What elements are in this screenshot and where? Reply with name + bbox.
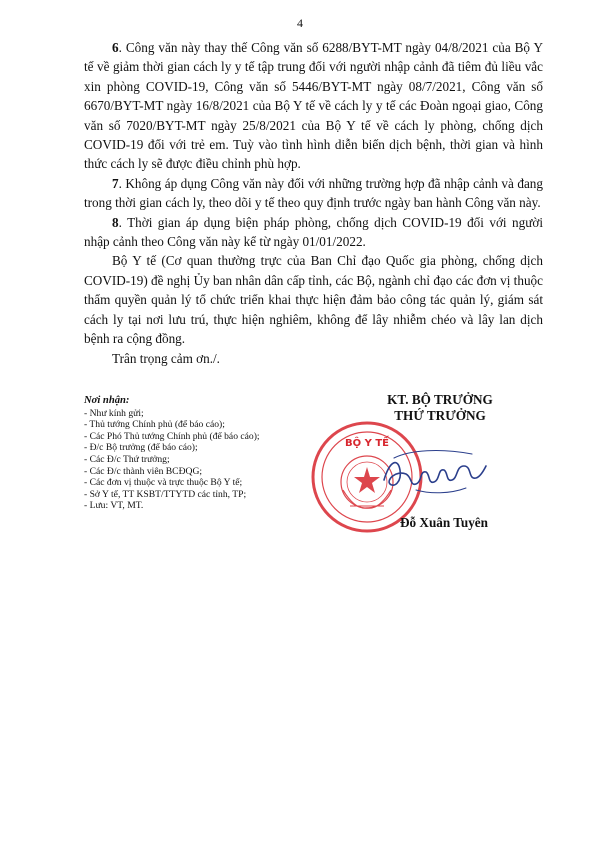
- paragraph-6: [84, 38, 543, 174]
- item-number: 8: [112, 214, 119, 230]
- paragraph-8: [84, 213, 543, 252]
- seal-text: BỘ Y TẾ: [345, 438, 389, 449]
- paragraph-text: . Không áp dụng Công văn này đối với những trường hợp đã nhập cảnh và đang trong thời gian cách ly, theo dõi y tế theo quy định trước ngày ban hành Công văn này.: [84, 175, 543, 211]
- recipient-item: - Các Đ/c Thứ trưởng;: [84, 453, 170, 465]
- paragraph-text: Trân trọng cảm ơn./.: [112, 350, 220, 366]
- signature-block: [340, 392, 540, 542]
- recipients-heading: Nơi nhận:: [84, 395, 130, 406]
- paragraph-text: . Công văn này thay thế Công văn số 6288/BYT-MT ngày 04/8/2021 của Bộ Y tế về giảm thời gian cách ly y tế tập trung đối với người nhập cảnh đã tiêm đủ liều vắc xin phòng COVID-19, Công văn số 5446/BYT-MT ngày 08/7/2021, Công văn số 6670/BYT-MT ngày 16/8/2021 của Bộ Y tế về cách ly y tế các Đoàn ngoại giao, Công văn số 7020/BYT-MT ngày 25/8/2021 của Bộ Y tế về cách ly phòng, chống dịch COVID-19 đối với trẻ em. Tuỳ vào tình hình diễn biến dịch bệnh, thời gian và hình thức cách ly sẽ được điều chỉnh phù hợp.: [84, 40, 543, 172]
- item-number: 7: [112, 175, 119, 191]
- recipients-list: [84, 408, 334, 512]
- recipient-item: - Như kính gửi;: [84, 407, 144, 419]
- paragraph-7: [84, 174, 543, 213]
- page-number: 4: [297, 16, 303, 30]
- recipient-item: - Đ/c Bộ trưởng (để báo cáo);: [84, 442, 198, 454]
- signer-name: Đỗ Xuân Tuyên: [400, 515, 488, 530]
- document-body: [84, 38, 543, 368]
- paragraph-closing: [84, 349, 543, 368]
- paragraph-text: . Thời gian áp dụng biện pháp phòng, chống dịch COVID-19 đối với người nhập cảnh theo Công văn này kể từ ngày 01/01/2022.: [84, 214, 543, 250]
- signature-title-deputy: THỨ TRƯỞNG: [394, 408, 486, 423]
- handwritten-signature-icon: [380, 440, 490, 500]
- recipient-item: - Lưu: VT, MT.: [84, 500, 144, 512]
- paragraph-text: Bộ Y tế (Cơ quan thường trực của Ban Chỉ đạo Quốc gia phòng, chống dịch COVID-19) đề nghị Ủy ban nhân dân cấp tỉnh, các Bộ, ngành chỉ đạo các đơn vị thuộc thẩm quyền quản lý tổ chức triển khai thực hiện đảm bảo công tác quản lý, giám sát cách ly tại nơi lưu trú, thực hiện nghiêm, không để lây nhiễm chéo và lây lan dịch bệnh ra cộng đồng.: [84, 253, 543, 347]
- item-number: 6: [112, 40, 119, 55]
- recipients-block: [84, 395, 334, 512]
- signature-title-minister: KT. BỘ TRƯỞNG: [387, 392, 493, 407]
- recipient-item: - Các Đ/c thành viên BCĐQG;: [84, 465, 203, 477]
- recipient-item: - Các đơn vị thuộc và trực thuộc Bộ Y tế;: [84, 477, 243, 489]
- recipient-item: - Sở Y tế, TT KSBT/TTYTD các tỉnh, TP;: [84, 488, 247, 500]
- paragraph-request: [84, 251, 543, 348]
- recipient-item: - Các Phó Thủ tướng Chính phủ (để báo cáo);: [84, 430, 260, 442]
- recipient-item: - Thủ tướng Chính phủ (để báo cáo);: [84, 419, 225, 431]
